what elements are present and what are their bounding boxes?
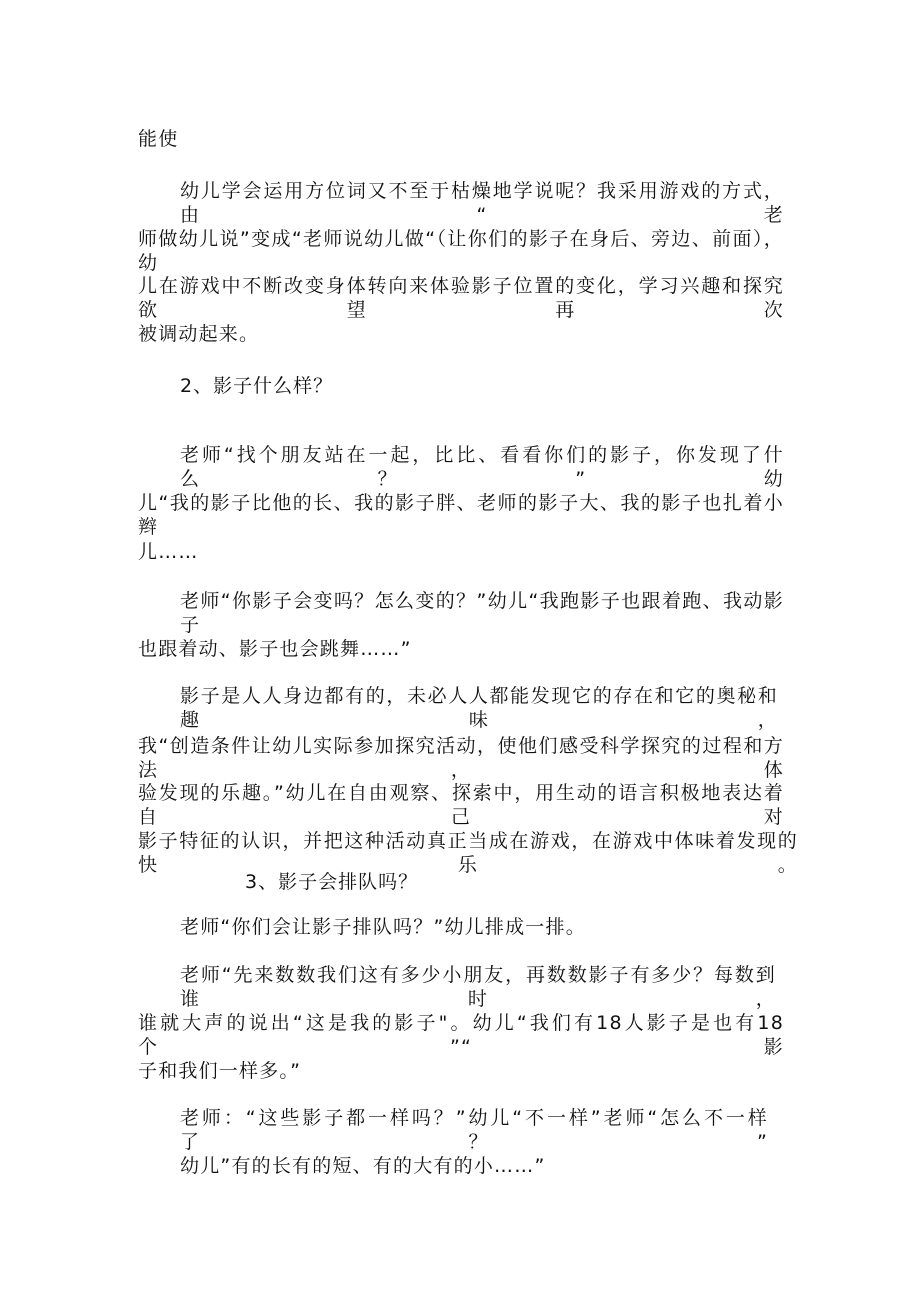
paragraph-line: 被调动起来。 [138, 323, 260, 345]
paragraph-line: 儿“我的影子比他的长、我的影子胖、老师的影子大、我的影子也扎着小辫 [138, 492, 784, 538]
paragraph-line: 儿…… [138, 541, 199, 563]
paragraph-line: 子和我们一样多。” [138, 1060, 302, 1082]
paragraph-line: 也跟着动、影子也会跳舞……” [138, 638, 412, 660]
text-line: 能使 [138, 128, 179, 150]
paragraph-line: 老师“先来数数我们这有多少小朋友，再数数影子有多少？每数到谁时， [180, 964, 776, 1010]
paragraph-line: 我“创造条件让幼儿实际参加探究活动，使他们感受科学探究的过程和方法，体 [138, 735, 784, 781]
paragraph-line: 幼儿”有的长有的短、有的大有的小……” [180, 1155, 546, 1177]
paragraph-line: 影子特征的认识，并把这种活动真正当成在游戏，在游戏中体味着发现的快乐。 [138, 830, 798, 876]
paragraph-line: 老师：“这些影子都一样吗？”幼儿“不一样”老师“怎么不一样了？” [180, 1107, 768, 1153]
paragraph-line: 老师“你影子会变吗？怎么变的？”幼儿“我跑影子也跟着跑、我动影子 [180, 590, 784, 636]
paragraph-line: 影子是人人身边都有的，未必人人都能发现它的存在和它的奥秘和趣味， [180, 685, 778, 731]
paragraph-line: 老师“找个朋友站在一起，比比、看看你们的影子，你发现了什么？”幼 [180, 444, 784, 490]
paragraph-line: 儿在游戏中不断改变身体转向来体验影子位置的变化，学习兴趣和探究欲望再次 [138, 275, 784, 321]
section-heading: 2、影子什么样？ [180, 375, 334, 397]
paragraph-line: 老师“你们会让影子排队吗？”幼儿排成一排。 [180, 916, 586, 938]
paragraph-line: 师做幼儿说”变成“老师说幼儿做“（让你们的影子在身后、旁边、前面），幼 [138, 228, 784, 274]
section-heading: 3、影子会排队吗？ [245, 871, 419, 893]
paragraph-line: 谁就大声的说出“这是我的影子"。幼儿“我们有18人影子是也有18个”“影 [138, 1012, 784, 1058]
paragraph-line: 幼儿学会运用方位词又不至于枯燥地学说呢？我采用游戏的方式，由“老 [180, 180, 784, 226]
paragraph-line: 验发现的乐趣。”幼儿在自由观察、探索中，用生动的语言积极地表达着自己对 [138, 782, 784, 828]
